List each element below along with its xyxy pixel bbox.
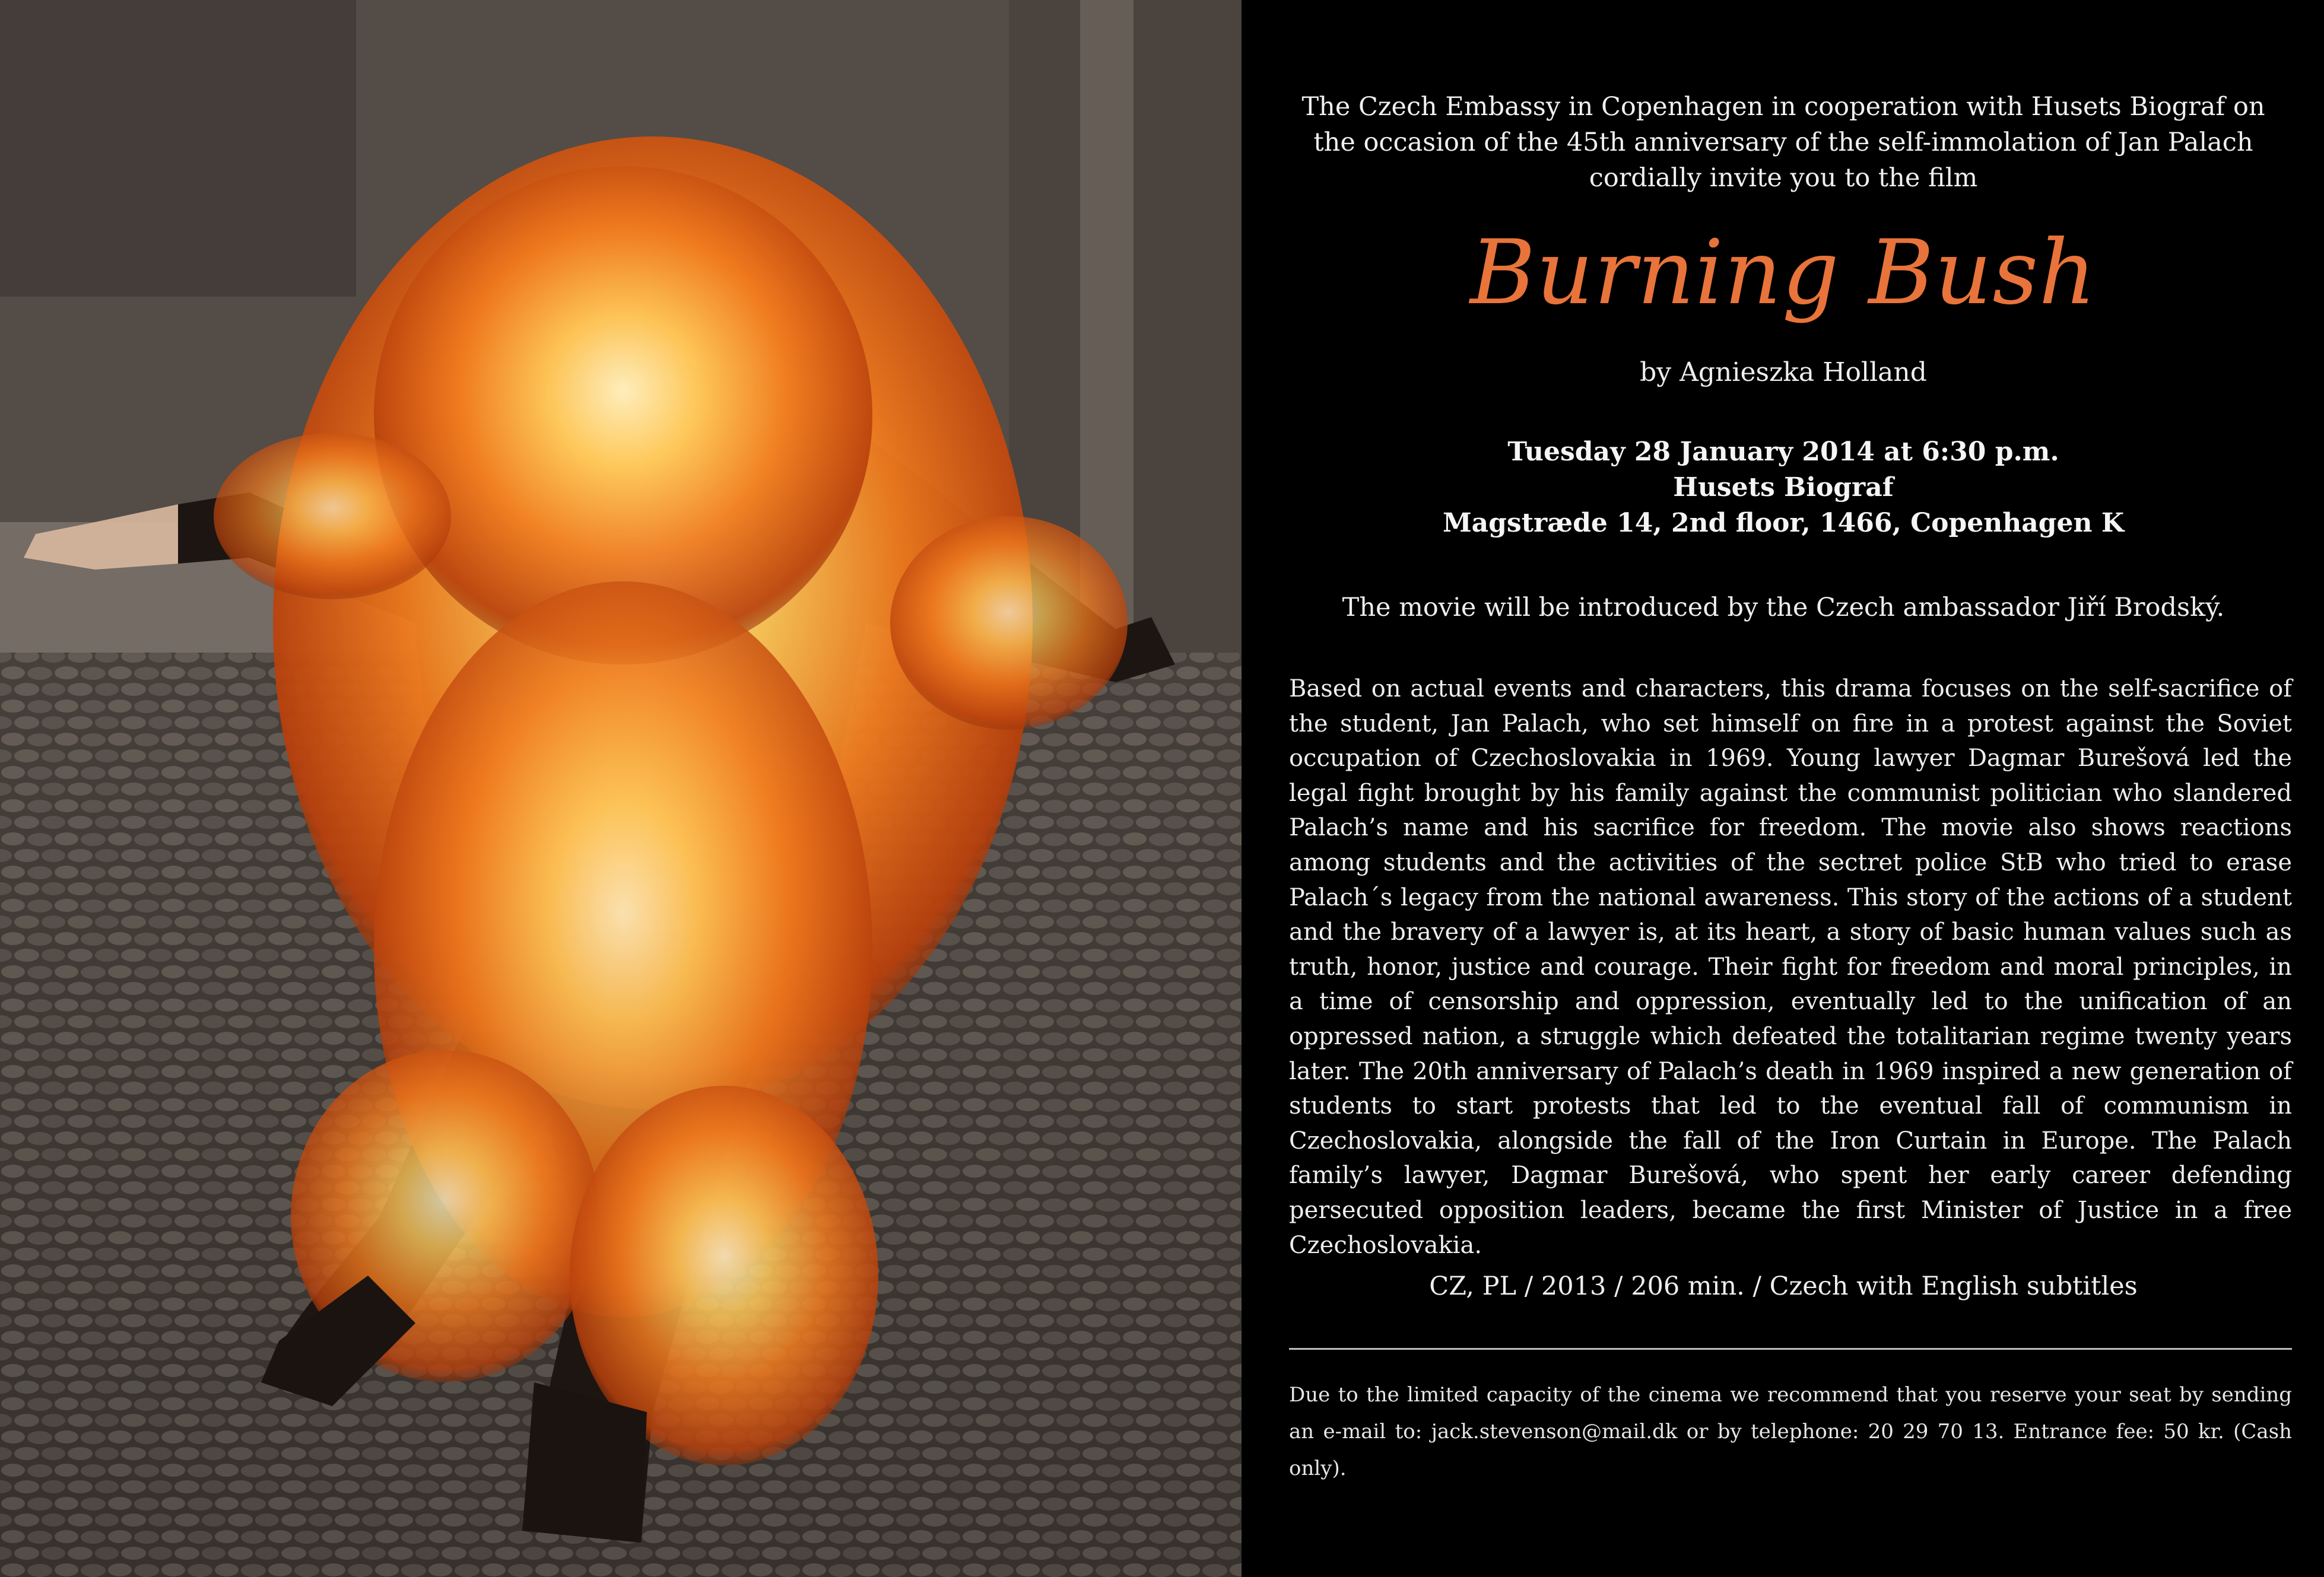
event-details	[1294, 434, 2273, 541]
film-specs: CZ, PL / 2013 / 206 min. / Czech with English subtitles	[1429, 1271, 2138, 1301]
divider	[1289, 1348, 2292, 1350]
reservation-note: Due to the limited capacity of the cinema we recommend that you reserve your seat by sending an e-mail to: jack.stevenson@mail.dk or by telephone: 20 29 70 13. Entrance fee: 50 kr. (Cash only).	[1289, 1383, 2292, 1480]
film-synopsis: Based on actual events and characters, this drama focuses on the self-sacrifice of the student, Jan Palach, who set himself on fire in a protest against the Soviet occupation of Czechoslovakia in 1969. Young lawyer Dagmar Burešová led the legal fight brought by his family against the communist politician who slandered Palach’s name and his sacrifice for freedom. The movie also shows reactions among students and the activities of the sectret police StB who tried to erase Palach´s legacy from the national awareness. This story of the actions of a student and the bravery of a lawyer is, at its heart, a story of basic human values such as truth, honor, justice and courage. Their fight for freedom and moral principles, in a time of censorship and oppression, eventually led to the unification of an oppressed nation, a struggle which defeated the totalitarian regime twenty years later. The 20th anniversary of Palach’s death in 1969 inspired a new generation of students to start protests that led to the eventual fall of communism in Czechoslovakia, alongside the fall of the Iron Curtain in Europe. The Palach family’s lawyer, Dagmar Burešová, who spent her early career defending persecuted opposition leaders, became the first Minister of Justice in a free Czechoslovakia.	[1289, 675, 2292, 1259]
introduction-note: The movie will be introduced by the Czech ambassador Jiří Brodský.	[1342, 593, 2225, 622]
event-date-time: Tuesday 28 January 2014 at 6:30 p.m.	[1507, 437, 2059, 467]
event-address: Magstræde 14, 2nd floor, 1466, Copenhagen K	[1442, 508, 2125, 538]
event-venue: Husets Biograf	[1673, 472, 1894, 503]
invitation-intro: The Czech Embassy in Copenhagen in cooperation with Husets Biograf on the occasion of the 45th anniversary of the self-immolation of Jan Palach cordially invite you to the film	[1301, 92, 2265, 193]
film-title: Burning Bush	[1470, 221, 2097, 325]
film-director: by Agnieszka Holland	[1640, 357, 1927, 387]
